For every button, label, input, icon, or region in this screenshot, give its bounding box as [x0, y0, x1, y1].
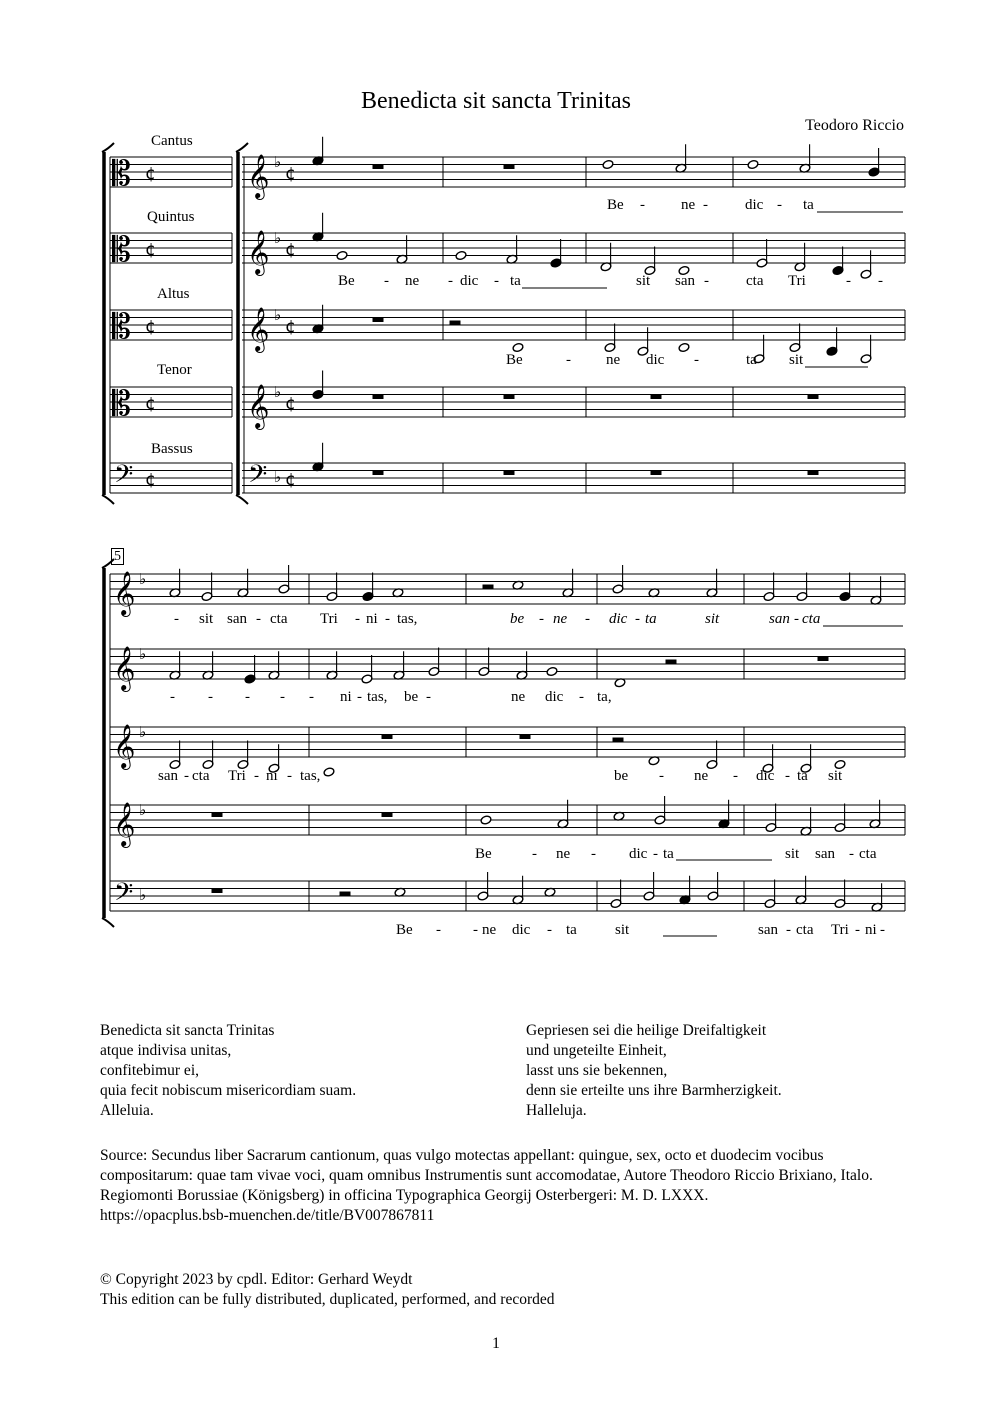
meter-icon: ¢: [145, 394, 156, 414]
copyright-block: [100, 1270, 555, 1310]
lyric-syllable: Be: [475, 846, 492, 862]
rest-icon: [808, 395, 818, 399]
lyric-syllable: ni: [266, 768, 278, 784]
lyric-syllable: ta: [803, 197, 814, 213]
lyric-syllable: -: [777, 197, 782, 213]
latin-line: Alleluia.: [100, 1102, 154, 1119]
lyric-syllable: sit: [785, 846, 800, 862]
lyric-syllable: ni: [865, 922, 877, 938]
lyric-syllable: Tri: [228, 768, 246, 784]
flat-icon: ♭: [139, 801, 147, 819]
rest-icon: [483, 585, 493, 589]
clefs: [112, 153, 296, 913]
lyric-syllable: ne: [553, 611, 568, 627]
meter-icon: ¢: [285, 470, 296, 490]
lyric-syllable: be: [510, 611, 525, 627]
g-clef-icon: 𝄞: [113, 571, 136, 615]
german-line: Halleluja.: [526, 1102, 587, 1119]
lyric-syllable: -: [785, 768, 790, 784]
note-head: [323, 767, 335, 777]
german-text: [526, 1021, 782, 1121]
g-clef-icon: 𝄞: [247, 154, 270, 198]
lyric-syllable: -: [880, 922, 885, 938]
lyric-syllable: -: [849, 846, 854, 862]
lyric-syllable: san: [158, 768, 178, 784]
latin-line: quia fecit nobiscum misericordiam suam.: [100, 1082, 357, 1099]
lyric-syllable: -: [208, 689, 213, 705]
lyric-syllable: ne: [482, 922, 497, 938]
lyric-syllable: dic: [512, 922, 531, 938]
lyric-syllable: -: [355, 611, 360, 627]
notes: [169, 137, 903, 936]
voice-label-tenor: Tenor: [157, 362, 192, 378]
rest-icon: [373, 395, 383, 399]
german-line: und ungeteilte Einheit,: [526, 1042, 667, 1059]
c-clef-icon: 𝄡: [112, 154, 131, 194]
lyric-syllable: -: [566, 352, 571, 368]
lyric-syllable: -: [659, 768, 664, 784]
rest-icon: [504, 395, 514, 399]
lyric-syllable: ta: [510, 273, 521, 289]
bracket-hook: [102, 143, 114, 152]
g-clef-icon: 𝄞: [247, 230, 270, 274]
rest-icon: [382, 735, 392, 739]
g-clef-icon: 𝄞: [113, 646, 136, 690]
barlines: [232, 157, 905, 911]
lyric-syllable: san: [769, 611, 790, 627]
lyric-syllable: -: [170, 689, 175, 705]
rest-icon: [520, 735, 530, 739]
flat-icon: ♭: [139, 886, 147, 904]
lyric-syllable: -: [591, 846, 596, 862]
rest-icon: [651, 471, 661, 475]
lyric-syllable: cta: [796, 922, 814, 938]
rest-icon: [504, 165, 514, 169]
lyric-syllable: tas,: [367, 689, 388, 705]
note-head: [455, 250, 467, 260]
f-clef-icon: 𝄢: [114, 878, 134, 913]
c-clef-icon: 𝄡: [112, 230, 131, 270]
f-clef-icon: 𝄢: [114, 460, 134, 495]
lyric-syllable: -: [794, 611, 799, 627]
lyric-syllable: -: [786, 922, 791, 938]
lyric-syllable: Tri: [788, 273, 806, 289]
rest-icon: [666, 660, 676, 664]
lyric-syllable: cta: [802, 611, 821, 627]
lyric-syllable: -: [635, 611, 640, 627]
lyric-syllable: -: [494, 273, 499, 289]
lyric-syllable: ne: [511, 689, 526, 705]
lyric-syllable: -: [245, 689, 250, 705]
lyric-syllable: -: [585, 611, 590, 627]
lyric-syllable: -: [280, 689, 285, 705]
flat-icon: ♭: [139, 570, 147, 588]
rest-icon: [613, 738, 623, 742]
rest-icon: [373, 165, 383, 169]
g-clef-icon: 𝄞: [113, 802, 136, 846]
voice-label-altus: Altus: [157, 286, 190, 302]
lyric-syllable: -: [436, 922, 441, 938]
lyric-syllable: Tri: [320, 611, 338, 627]
rest-icon: [212, 813, 222, 817]
lyric-syllable: cta: [746, 273, 764, 289]
g-clef-icon: 𝄞: [113, 724, 136, 768]
note-head: [336, 250, 348, 260]
lyric-syllable: -: [309, 689, 314, 705]
c-clef-icon: 𝄡: [112, 307, 131, 347]
rest-icon: [373, 318, 383, 322]
meter-icon: ¢: [285, 394, 296, 414]
lyric-syllable: -: [579, 689, 584, 705]
rest-icon: [808, 471, 818, 475]
bracket-hook: [236, 143, 248, 152]
note-head: [747, 159, 759, 169]
lyric-syllable: sit: [705, 611, 720, 627]
meter-icon: ¢: [145, 164, 156, 184]
source-citation: [100, 1146, 900, 1226]
flat-icon: ♭: [274, 383, 282, 401]
voice-label-quintus: Quintus: [147, 209, 195, 225]
lyric-syllable: -: [539, 611, 544, 627]
lyric-syllable: -: [385, 611, 390, 627]
source-url[interactable]: https://opacplus.bsb-muenchen.de/title/BV007867811: [100, 1207, 435, 1224]
flat-icon: ♭: [274, 153, 282, 171]
lyric-syllable: san: [815, 846, 835, 862]
score-title: Benedicta sit sancta Trinitas: [361, 88, 631, 114]
measure-number: 5: [111, 548, 124, 565]
f-clef-icon: 𝄢: [248, 460, 268, 495]
lyric-syllable: -: [357, 689, 362, 705]
lyric-syllable: -: [547, 922, 552, 938]
lyric-syllable: sit: [199, 611, 214, 627]
lyric-syllable: sit: [615, 922, 630, 938]
lyric-syllable: -: [694, 352, 699, 368]
lyric-syllable: ta,: [597, 689, 612, 705]
note-head: [602, 159, 614, 169]
lyric-syllable: dic: [545, 689, 564, 705]
lyric-syllable: dic: [745, 197, 764, 213]
lyric-syllable: dic: [629, 846, 648, 862]
lyric-syllable: tas,: [300, 768, 321, 784]
lyric-syllable: ta: [645, 611, 657, 627]
flat-icon: ♭: [274, 468, 282, 486]
bracket-hook: [102, 918, 114, 927]
lyric-syllable: sit: [828, 768, 843, 784]
meter-icon: ¢: [285, 240, 296, 260]
note-head: [480, 815, 492, 825]
lyric-syllable: Be: [607, 197, 624, 213]
c-clef-icon: 𝄡: [112, 384, 131, 424]
lyric-syllable: Be: [338, 273, 355, 289]
lyric-syllable: ne: [681, 197, 696, 213]
lyric-syllable: -: [640, 197, 645, 213]
lyric-syllable: be: [404, 689, 419, 705]
staff-lines: [110, 157, 905, 911]
lyric-syllable: ne: [556, 846, 571, 862]
flat-icon: ♭: [274, 229, 282, 247]
lyric-syllable: dic: [460, 273, 479, 289]
lyric-syllable: sit: [789, 352, 804, 368]
rest-icon: [382, 813, 392, 817]
g-clef-icon: 𝄞: [247, 384, 270, 428]
source-text: Source: Secundus liber Sacrarum cantionum, quas vulgo motectas appellant: quingue, sex, octo et duodecim vocibus compositarum: quae tam vivae voci, quam omnibus Instrumentis sunt accomodatae, Autore Theodoro Riccio Brixiano, Italo. Regiomonti Borussiae (Königsberg) in officina Typographica Georgij Osterbergeri: M. D. LXXX.: [100, 1147, 873, 1204]
latin-line: atque indivisa unitas,: [100, 1042, 232, 1059]
lyric-syllable: -: [426, 689, 431, 705]
lyric-syllable: -: [384, 273, 389, 289]
rest-icon: [373, 471, 383, 475]
rest-icon: [450, 321, 460, 325]
latin-line: Benedicta sit sancta Trinitas: [100, 1022, 275, 1039]
lyric-syllable: ne: [606, 352, 621, 368]
flat-icon: ♭: [139, 723, 147, 741]
rest-icon: [212, 889, 222, 893]
rest-icon: [340, 892, 350, 896]
page-number: 1: [492, 1335, 500, 1352]
lyric-syllable: -: [174, 611, 179, 627]
lyric-syllable: ta: [663, 846, 674, 862]
lyric-syllable: ne: [694, 768, 709, 784]
rest-icon: [818, 657, 828, 661]
lyric-syllable: ne: [405, 273, 420, 289]
lyric-syllable: Tri: [831, 922, 849, 938]
lyric-syllable: cta: [192, 768, 210, 784]
latin-line: confitebimur ei,: [100, 1062, 199, 1079]
bracket-hook: [102, 495, 114, 504]
bracket-hook: [102, 559, 114, 568]
lyric-syllable: ni: [366, 611, 378, 627]
license-text: This edition can be fully distributed, duplicated, performed, and recorded: [100, 1291, 555, 1308]
lyric-syllable: -: [184, 768, 189, 784]
lyric-syllable: -: [532, 846, 537, 862]
meter-icon: ¢: [145, 317, 156, 337]
flat-icon: ♭: [274, 306, 282, 324]
meter-icon: ¢: [285, 317, 296, 337]
german-line: Gepriesen sei die heilige Dreifaltigkeit: [526, 1022, 767, 1039]
meter-icon: ¢: [145, 240, 156, 260]
german-line: lasst uns sie bekennen,: [526, 1062, 668, 1079]
voice-label-cantus: Cantus: [151, 133, 193, 149]
bracket-hook: [236, 495, 248, 504]
note-head: [678, 342, 690, 352]
voice-label-bassus: Bassus: [151, 441, 193, 457]
lyric-syllable: san: [675, 273, 695, 289]
lyric-syllable: san: [227, 611, 247, 627]
composer-name: Teodoro Riccio: [805, 117, 904, 134]
lyric-syllable: ta: [566, 922, 577, 938]
lyric-syllable: cta: [859, 846, 877, 862]
meter-icon: ¢: [145, 470, 156, 490]
lyric-syllable: cta: [270, 611, 288, 627]
lyric-syllable: san: [758, 922, 778, 938]
lyric-syllable: ta: [746, 352, 757, 368]
rest-icon: [651, 395, 661, 399]
lyric-syllable: -: [733, 768, 738, 784]
meter-icon: ¢: [285, 164, 296, 184]
lyric-syllable: -: [254, 768, 259, 784]
lyric-syllable: ni: [340, 689, 352, 705]
lyric-syllable: -: [878, 273, 883, 289]
g-clef-icon: 𝄞: [247, 307, 270, 351]
lyric-syllable: -: [855, 922, 860, 938]
lyric-syllable: sit: [636, 273, 651, 289]
lyric-syllable: -: [473, 922, 478, 938]
flat-icon: ♭: [139, 645, 147, 663]
lyric-syllable: dic: [646, 352, 665, 368]
lyric-syllable: dic: [756, 768, 775, 784]
copyright-text: © Copyright 2023 by cpdl. Editor: Gerhard Weydt: [100, 1271, 413, 1288]
lyric-syllable: dic: [609, 611, 628, 627]
lyric-syllable: -: [846, 273, 851, 289]
lyric-syllable: -: [704, 273, 709, 289]
lyric-syllable: -: [287, 768, 292, 784]
lyric-syllable: -: [703, 197, 708, 213]
rest-icon: [504, 471, 514, 475]
lyric-syllable: -: [653, 846, 658, 862]
lyric-syllable: -: [448, 273, 453, 289]
lyric-syllable: ta: [797, 768, 808, 784]
lyric-syllable: Be: [506, 352, 523, 368]
lyric-syllable: tas,: [397, 611, 418, 627]
note-head: [546, 666, 558, 676]
lyric-syllable: Be: [396, 922, 413, 938]
latin-text: [100, 1021, 356, 1121]
lyric-syllable: be: [614, 768, 629, 784]
lyric-syllable: -: [256, 611, 261, 627]
german-line: denn sie erteilte uns ihre Barmherzigkeit.: [526, 1082, 782, 1099]
